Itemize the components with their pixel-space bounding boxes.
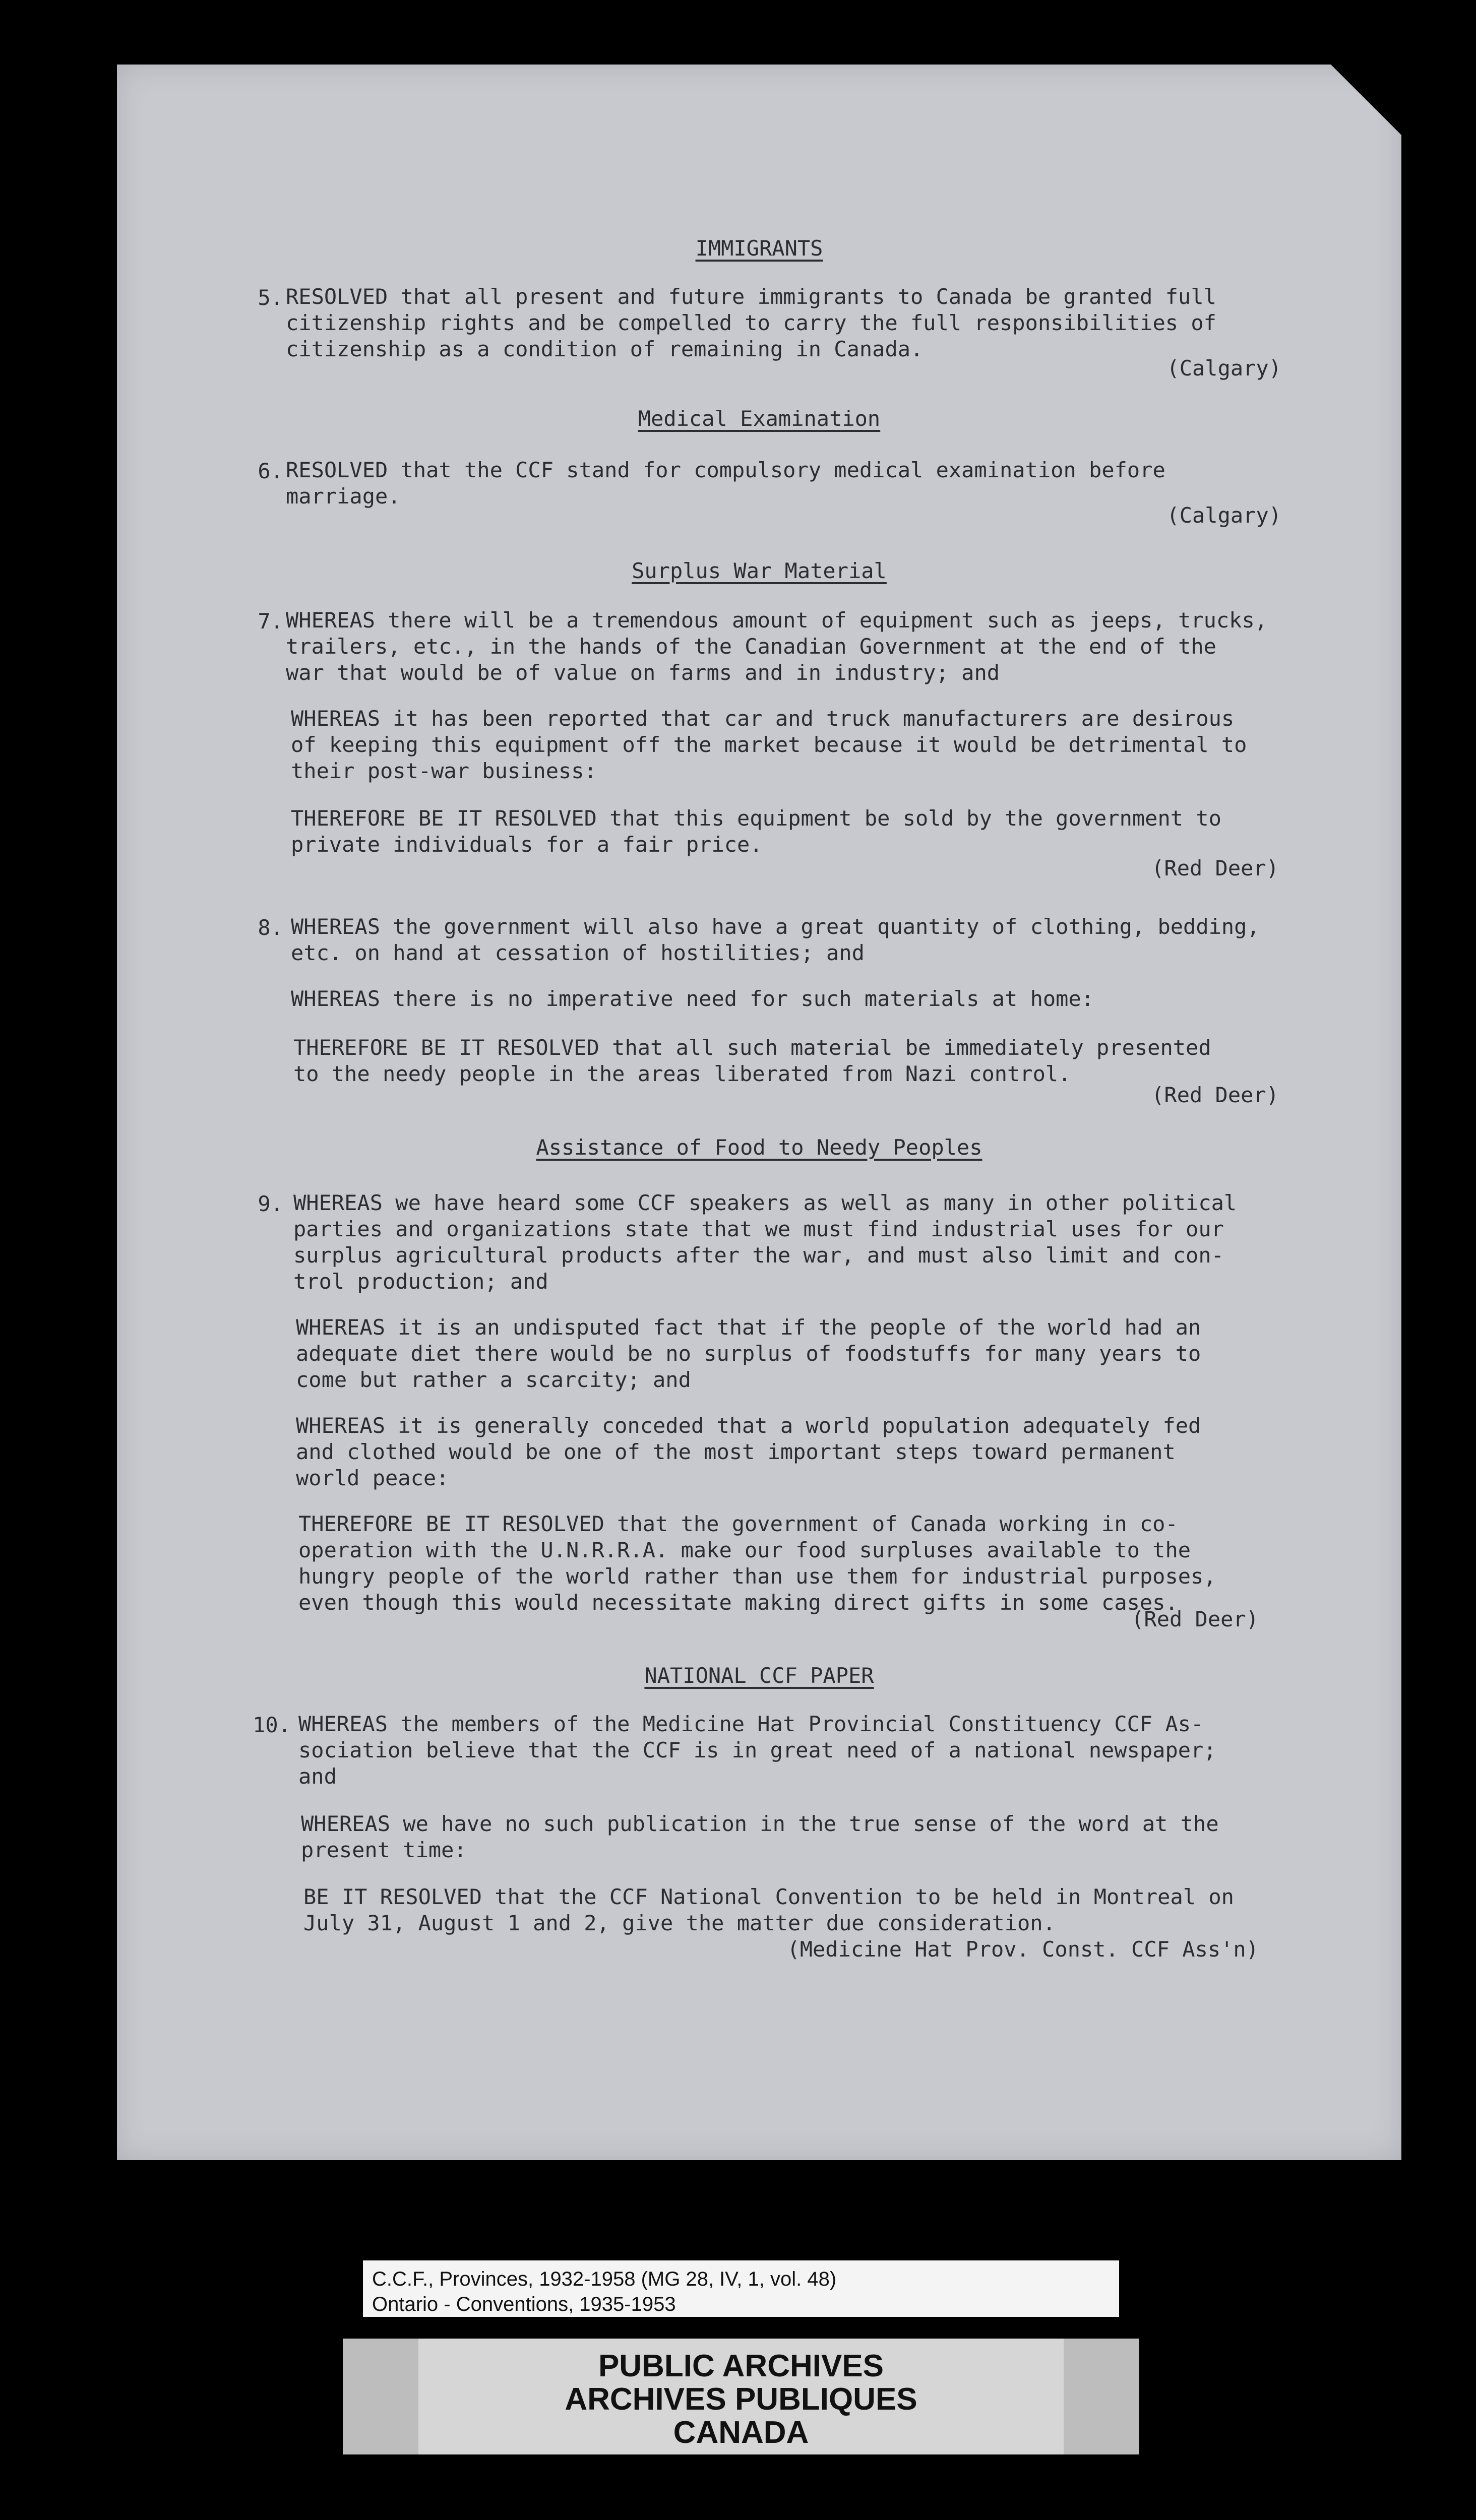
stamp-line2: ARCHIVES PUBLIQUES (565, 2382, 917, 2417)
resolution-paragraph: RESOLVED that all present and future immigrants to Canada be granted full citizenship rights and be compelled to carry the full responsibilities of citizenship as a condition of remaining in Canada. (286, 284, 1216, 361)
resolution-paragraph: WHEREAS we have heard some CCF speakers as well as many in other political parties and organizations state that we must find industrial uses for our surplus agricultural products after the war, and must also limit and con- trol production; and (293, 1190, 1237, 1294)
stamp-edge (1064, 2339, 1139, 2454)
stamp-line3: CANADA (673, 2415, 809, 2450)
resolution-paragraph: THEREFORE BE IT RESOLVED that all such material be immediately presented to the needy people in the areas liberated from Nazi control. (293, 1035, 1211, 1086)
resolution-paragraph: WHEREAS the government will also have a great quantity of clothing, bedding, etc. on hand at cessation of hostilities; and (291, 914, 1260, 965)
item-number: 6. (258, 459, 283, 483)
item-number: 8. (258, 915, 283, 940)
archives-stamp (343, 2339, 1139, 2454)
resolution-paragraph: WHEREAS we have no such publication in the true sense of the word at the present time: (301, 1811, 1219, 1862)
archive-label (363, 2260, 1119, 2317)
torn-corner (1331, 65, 1401, 135)
item-number: 5. (258, 285, 283, 310)
resolution-paragraph: BE IT RESOLVED that the CCF National Convention to be held in Montreal on July 31, August 1 and 2, give the matter due consideration. (303, 1884, 1234, 1935)
section-heading-surplus: Surplus War Material (632, 558, 887, 583)
item-number: 9. (258, 1191, 283, 1216)
resolution-paragraph: WHEREAS there will be a tremendous amount of equipment such as jeeps, trucks, trailers, etc., in the hands of the Canadian Government at the end of the war that would be of value on farms and in industry; and (286, 608, 1268, 685)
stamp-edge (343, 2339, 418, 2454)
resolution-paragraph: WHEREAS it has been reported that car and truck manufacturers are desirous of keeping this equipment off the market because it would be detrimental to their post-war business: (291, 706, 1247, 783)
archive-label-line1: C.C.F., Provinces, 1932-1958 (MG 28, IV, 1, vol. 48) (372, 2268, 837, 2290)
item-number: 10. (253, 1713, 291, 1737)
section-heading-paper: NATIONAL CCF PAPER (644, 1663, 874, 1688)
resolution-source: (Medicine Hat Prov. Const. CCF Ass'n) (787, 1937, 1259, 1962)
resolution-paragraph: THEREFORE BE IT RESOLVED that this equipment be sold by the government to private individuals for a fair price. (291, 806, 1221, 857)
section-heading-food: Assistance of Food to Needy Peoples (536, 1135, 982, 1160)
resolution-paragraph: WHEREAS the members of the Medicine Hat Provincial Constituency CCF As- sociation believe that the CCF is in great need of a national newspaper; and (298, 1712, 1216, 1789)
resolution-source: (Red Deer) (1151, 1083, 1279, 1107)
resolution-paragraph: RESOLVED that the CCF stand for compulsory medical examination before marriage. (286, 458, 1165, 509)
resolution-source: (Red Deer) (1151, 856, 1279, 880)
resolution-paragraph: THEREFORE BE IT RESOLVED that the government of Canada working in co- operation with the U.N.R.R.A. make our food surpluses available to the hungry people of the world rather than use them for industrial purposes, even though this would necessitate making direct gifts in some cases. (298, 1511, 1216, 1615)
resolution-source: (Calgary) (1166, 356, 1281, 381)
resolution-source: (Red Deer) (1131, 1607, 1259, 1631)
resolution-source: (Calgary) (1166, 503, 1281, 528)
item-number: 7. (258, 609, 283, 634)
stamp-line1: PUBLIC ARCHIVES (598, 2349, 884, 2383)
document-page (117, 65, 1401, 2160)
resolution-paragraph: WHEREAS there is no imperative need for such materials at home: (291, 986, 1094, 1011)
section-heading-immigrants: IMMIGRANTS (695, 236, 823, 261)
archive-label-line2: Ontario - Conventions, 1935-1953 (372, 2293, 676, 2315)
resolution-paragraph: WHEREAS it is an undisputed fact that if the people of the world had an adequate diet there would be no surplus of foodstuffs for many years to come but rather a scarcity; and (296, 1315, 1201, 1392)
resolution-paragraph: WHEREAS it is generally conceded that a world population adequately fed and clothed would be one of the most important steps toward permanent world peace: (296, 1413, 1201, 1490)
section-heading-medical: Medical Examination (638, 406, 881, 431)
